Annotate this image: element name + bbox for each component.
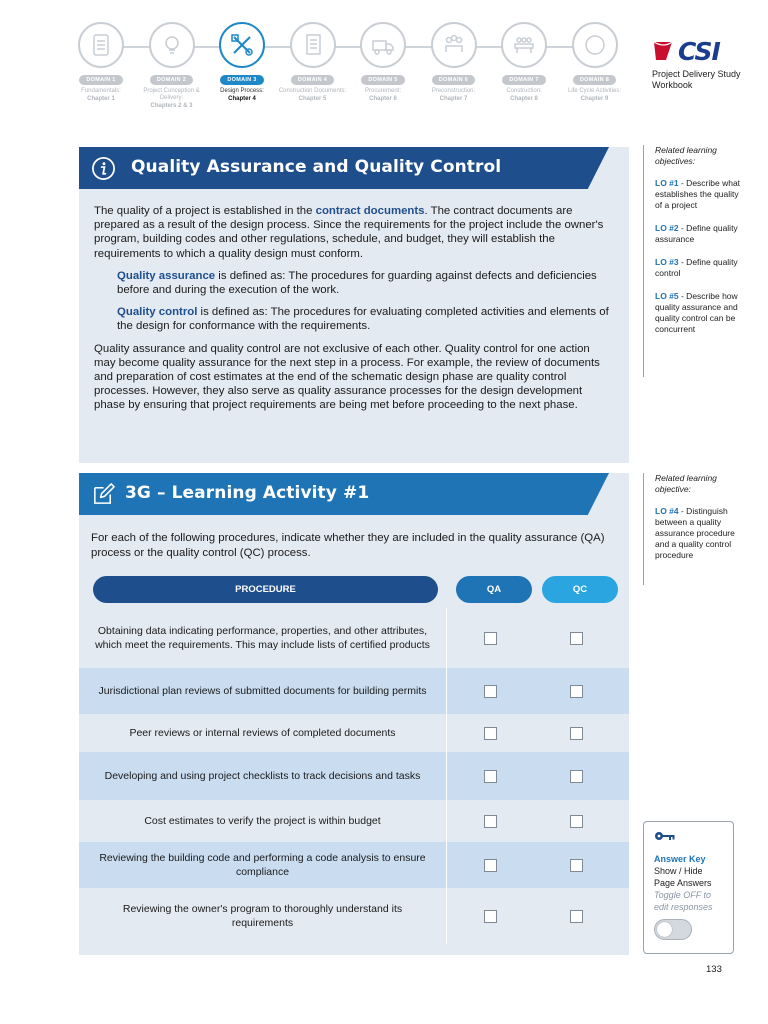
info-icon (91, 156, 116, 181)
answer-key-panel (643, 821, 734, 954)
qc-checkbox[interactable] (570, 727, 583, 740)
domain-badge: DOMAIN 5 (361, 75, 404, 85)
domain-label: Preconstruction: (431, 88, 476, 94)
objective-code: LO #1 (655, 178, 679, 188)
qc-cell (533, 668, 619, 714)
domain-circle[interactable] (360, 22, 406, 68)
objective-code: LO #3 (655, 257, 679, 267)
csi-swoosh-icon (652, 38, 680, 64)
qa-qc-header (79, 147, 629, 189)
qa-qc-section (79, 147, 629, 463)
toggle-knob[interactable] (657, 922, 672, 937)
learning-activity-title: 3G – Learning Activity #1 (125, 483, 370, 503)
qa-checkbox[interactable] (484, 770, 497, 783)
csi-logo-text: CSI (678, 36, 720, 66)
sidebar2-objective-1 (655, 506, 743, 561)
domain-badge: DOMAIN 3 (220, 75, 263, 85)
domain-3[interactable] (207, 22, 277, 103)
domain-badge: DOMAIN 1 (79, 75, 122, 85)
table-row (79, 714, 629, 752)
qa-checkbox[interactable] (484, 910, 497, 923)
qa-cell (447, 752, 533, 800)
domain-badge: DOMAIN 6 (432, 75, 475, 85)
checklist-icon (88, 32, 114, 58)
sidebar1-objective-2 (655, 223, 743, 245)
contract-documents-paragraph: The quality of a project is established in the contract documents. The contract documents are prepared as a result of the design process. Since the requirements for the project include the owner's program, building codes and other regulations, schedule, and budget, they will establish the requirements to which a quality design must conform. (94, 205, 604, 260)
domain-chapter: Chapters 2 & 3 (150, 103, 193, 109)
procedure-text: Reviewing the owner's program to thoroughly understand its requirements (79, 888, 447, 944)
cycle-icon (582, 32, 608, 58)
domain-5[interactable] (348, 22, 418, 103)
domain-label: Fundamentals: (81, 88, 121, 94)
domain-label: Design Process: (220, 88, 264, 94)
qc-checkbox[interactable] (570, 910, 583, 923)
table-row (79, 800, 629, 842)
qc-column-header: QC (542, 576, 618, 603)
answer-key-page-answers: Page Answers (654, 878, 712, 888)
objective-code: LO #2 (655, 223, 679, 233)
qc-checkbox[interactable] (570, 632, 583, 645)
qc-checkbox[interactable] (570, 685, 583, 698)
domain-circle[interactable] (149, 22, 195, 68)
domain-navigation (78, 22, 638, 122)
table-row (79, 752, 629, 800)
edit-icon (91, 482, 116, 507)
sidebar1-objective-3 (655, 257, 743, 279)
qa-cell (447, 668, 533, 714)
qc-checkbox[interactable] (570, 859, 583, 872)
table-row (79, 842, 629, 888)
domain-chapter: Chapter 6 (369, 96, 397, 102)
related-objective-sidebar (643, 473, 743, 585)
qa-checkbox[interactable] (484, 685, 497, 698)
qa-cell (447, 800, 533, 842)
domain-1[interactable] (66, 22, 136, 103)
qa-cell (447, 842, 533, 888)
csi-logo (652, 36, 742, 91)
domain-chapter: Chapter 5 (298, 96, 327, 102)
contract-documents-term: contract documents (315, 205, 425, 217)
objective-text: - Define quality control (655, 257, 738, 278)
table-row (79, 888, 629, 944)
procedure-text: Developing and using project checklists to track decisions and tasks (79, 752, 447, 800)
qa-checkbox[interactable] (484, 632, 497, 645)
meeting-icon (511, 32, 537, 58)
qc-checkbox[interactable] (570, 815, 583, 828)
objective-text: - Define quality assurance (655, 223, 738, 244)
domain-chapter: Chapter 8 (510, 96, 538, 102)
page-number: 133 (706, 964, 722, 975)
domain-badge: DOMAIN 7 (502, 75, 545, 85)
qa-checkbox[interactable] (484, 859, 497, 872)
domain-label: Construction: (506, 88, 542, 94)
domain-chapter: Chapter 7 (439, 96, 468, 102)
domain-badge: DOMAIN 4 (291, 75, 334, 85)
domain-chapter: Chapter 9 (580, 96, 609, 102)
domain-label: Procurement: (364, 88, 401, 94)
truck-icon (370, 32, 396, 58)
procedure-table-header (93, 576, 618, 604)
domain-circle[interactable] (501, 22, 547, 68)
domain-label: Life Cycle Activities: (567, 88, 622, 94)
domain-2[interactable] (137, 22, 207, 110)
related-objectives-heading: Related learning objectives: (655, 145, 717, 166)
key-icon (654, 830, 676, 842)
qa-checkbox[interactable] (484, 815, 497, 828)
qa-definition: Quality assurance is defined as: The procedures for guarding against defects and deficiencies before and during the execution of the work. (117, 269, 597, 297)
objective-code: LO #5 (655, 291, 679, 301)
procedure-text: Jurisdictional plan reviews of submitted documents for building permits (79, 668, 447, 714)
qc-checkbox[interactable] (570, 770, 583, 783)
domain-circle[interactable] (219, 22, 265, 68)
team-icon (441, 32, 467, 58)
domain-7[interactable] (489, 22, 559, 103)
domain-label: Project Conception & Delivery: (143, 88, 200, 101)
domain-4[interactable] (278, 22, 348, 103)
procedure-table (79, 608, 629, 944)
domain-circle[interactable] (290, 22, 336, 68)
qc-cell (533, 842, 619, 888)
answer-key-toggle[interactable] (654, 919, 692, 940)
answer-key-title: Answer Key (654, 854, 706, 864)
objective-text: - Describe how quality assurance and quality control can be concurrent (655, 291, 738, 334)
domain-chapter: Chapter 1 (87, 96, 115, 102)
qa-checkbox[interactable] (484, 727, 497, 740)
lightbulb-icon (159, 32, 185, 58)
related-objectives-sidebar (643, 145, 743, 377)
answer-key-hint: Toggle OFF to edit responses (654, 890, 713, 912)
procedure-text: Cost estimates to verify the project is within budget (79, 800, 447, 842)
table-row (79, 608, 629, 668)
objective-text: - Distinguish between a quality assurance procedure and a quality control procedure (655, 506, 735, 560)
learning-activity-instructions: For each of the following procedures, indicate whether they are included in the quality assurance (QA) process or the quality control (QC) process. (91, 532, 605, 559)
procedure-text: Peer reviews or internal reviews of completed documents (79, 714, 447, 752)
workbook-title: Project Delivery Study Workbook (652, 69, 741, 90)
qc-cell (533, 608, 619, 668)
learning-activity-header (79, 473, 629, 515)
qc-cell (533, 800, 619, 842)
related-objective-heading: Related learning objective: (655, 473, 717, 494)
qa-cell (447, 888, 533, 944)
procedure-column-header: PROCEDURE (93, 576, 438, 603)
procedure-text: Reviewing the building code and performing a code analysis to ensure compliance (79, 842, 447, 888)
domain-label: Construction Documents: (278, 88, 347, 94)
qc-cell (533, 752, 619, 800)
domain-badge: DOMAIN 8 (573, 75, 616, 85)
qa-cell (447, 608, 533, 668)
domain-circle[interactable] (431, 22, 477, 68)
procedure-text: Obtaining data indicating performance, properties, and other attributes, which meet the requirements. This may include lists of certified products (79, 608, 447, 668)
domain-badge: DOMAIN 2 (150, 75, 193, 85)
concurrency-paragraph: Quality assurance and quality control are not exclusive of each other. Quality control for one action may become quality assurance for the next step in a process. For example, the review of documents and preparation of cost estimates at the end of the schematic design phase are quality control processes. However, they also serve as quality assurance processes for the design development phase by ensuring that project requirements are being met before proceeding to the next phase. (94, 342, 600, 412)
qc-cell (533, 888, 619, 944)
domain-chapter: Chapter 4 (228, 96, 256, 102)
qc-definition: Quality control is defined as: The procedures for evaluating completed activities and elements of the design for conformance with the requirements. (117, 306, 609, 333)
quality-assurance-term: Quality assurance (117, 269, 216, 282)
objective-code: LO #4 (655, 506, 679, 516)
qa-column-header: QA (456, 576, 532, 603)
domain-circle[interactable] (78, 22, 124, 68)
sidebar1-objective-4 (655, 291, 743, 335)
answer-key-show-hide: Show / Hide (654, 866, 703, 876)
quality-control-term: Quality control (117, 306, 198, 319)
design-tools-icon (229, 32, 255, 58)
domain-6[interactable] (419, 22, 489, 103)
learning-activity-section (79, 473, 629, 955)
documents-icon (300, 32, 326, 58)
qa-qc-title: Quality Assurance and Quality Control (131, 157, 502, 177)
domain-circle[interactable] (572, 22, 618, 68)
sidebar1-objective-1 (655, 178, 743, 211)
qc-cell (533, 714, 619, 752)
qa-cell (447, 714, 533, 752)
objective-text: - Describe what establishes the quality of a project (655, 178, 741, 210)
table-row (79, 668, 629, 714)
domain-8[interactable] (560, 22, 630, 103)
